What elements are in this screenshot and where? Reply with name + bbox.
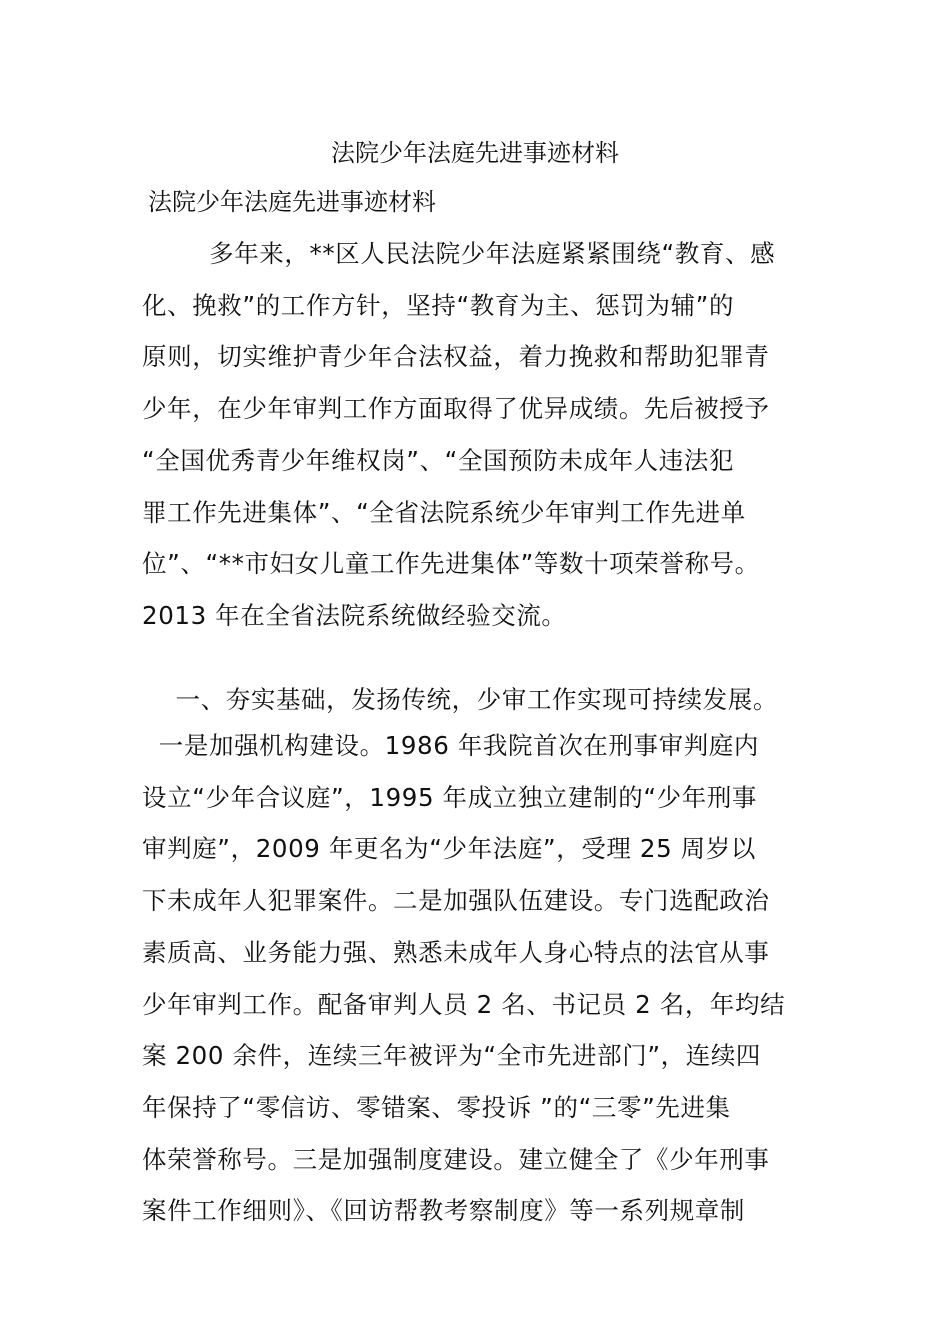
document-subtitle: 法院少年法庭先进事迹材料 [148, 188, 436, 216]
text-line: 案件工作细则》、《回访帮教考察制度》等一系列规章制 [142, 1196, 745, 1226]
text-line: 下未成年人犯罪案件。二是加强队伍建设。专门选配政治 [142, 886, 770, 916]
text-line: 审判庭”，2009 年更名为“少年法庭”，受理 25 周岁以 [142, 834, 756, 864]
document-title: 法院少年法庭先进事迹材料 [331, 139, 619, 167]
text-line: 一是加强机构建设。1986 年我院首次在刑事审判庭内 [142, 731, 760, 760]
intro-paragraph [142, 228, 822, 642]
text-line: 多年来，**区人民法院少年法庭紧紧围绕“教育、感 [142, 239, 776, 268]
text-line: 体荣誉称号。三是加强制度建设。建立健全了《少年刑事 [142, 1144, 770, 1174]
text-line: “全国优秀青少年维权岗”、“全国预防未成年人违法犯 [142, 445, 735, 475]
section-paragraph [142, 720, 822, 1237]
text-line: 位”、“**市妇女儿童工作先进集体”等数十项荣誉称号。 [142, 549, 760, 579]
text-line: 罪工作先进集体”、“全省法院系统少年审判工作先进单 [142, 497, 746, 527]
text-line: 化、挽救”的工作方针，坚持“教育为主、惩罚为辅”的 [142, 290, 735, 320]
text-line: 案 200 余件，连续三年被评为“全市先进部门”，连续四 [142, 1041, 762, 1071]
text-line: 素质高、业务能力强、熟悉未成年人身心特点的法官从事 [142, 937, 770, 967]
text-line: 2013 年在全省法院系统做经验交流。 [142, 600, 567, 630]
section-heading [142, 674, 822, 726]
text-line: 少年审判工作。配备审判人员 2 名、书记员 2 名，年均结 [142, 989, 786, 1019]
text-line: 少年，在少年审判工作方面取得了优异成绩。先后被授予 [142, 394, 770, 424]
text-line: 设立“少年合议庭”，1995 年成立独立建制的“少年刑事 [142, 782, 758, 812]
text-line: 年保持了“零信访、零错案、零投诉 ”的“三零”先进集 [142, 1092, 731, 1122]
text-line: 原则，切实维护青少年合法权益，着力挽救和帮助犯罪青 [142, 342, 770, 372]
section-heading-text: 一、夯实基础，发扬传统，少审工作实现可持续发展。 [142, 685, 778, 714]
